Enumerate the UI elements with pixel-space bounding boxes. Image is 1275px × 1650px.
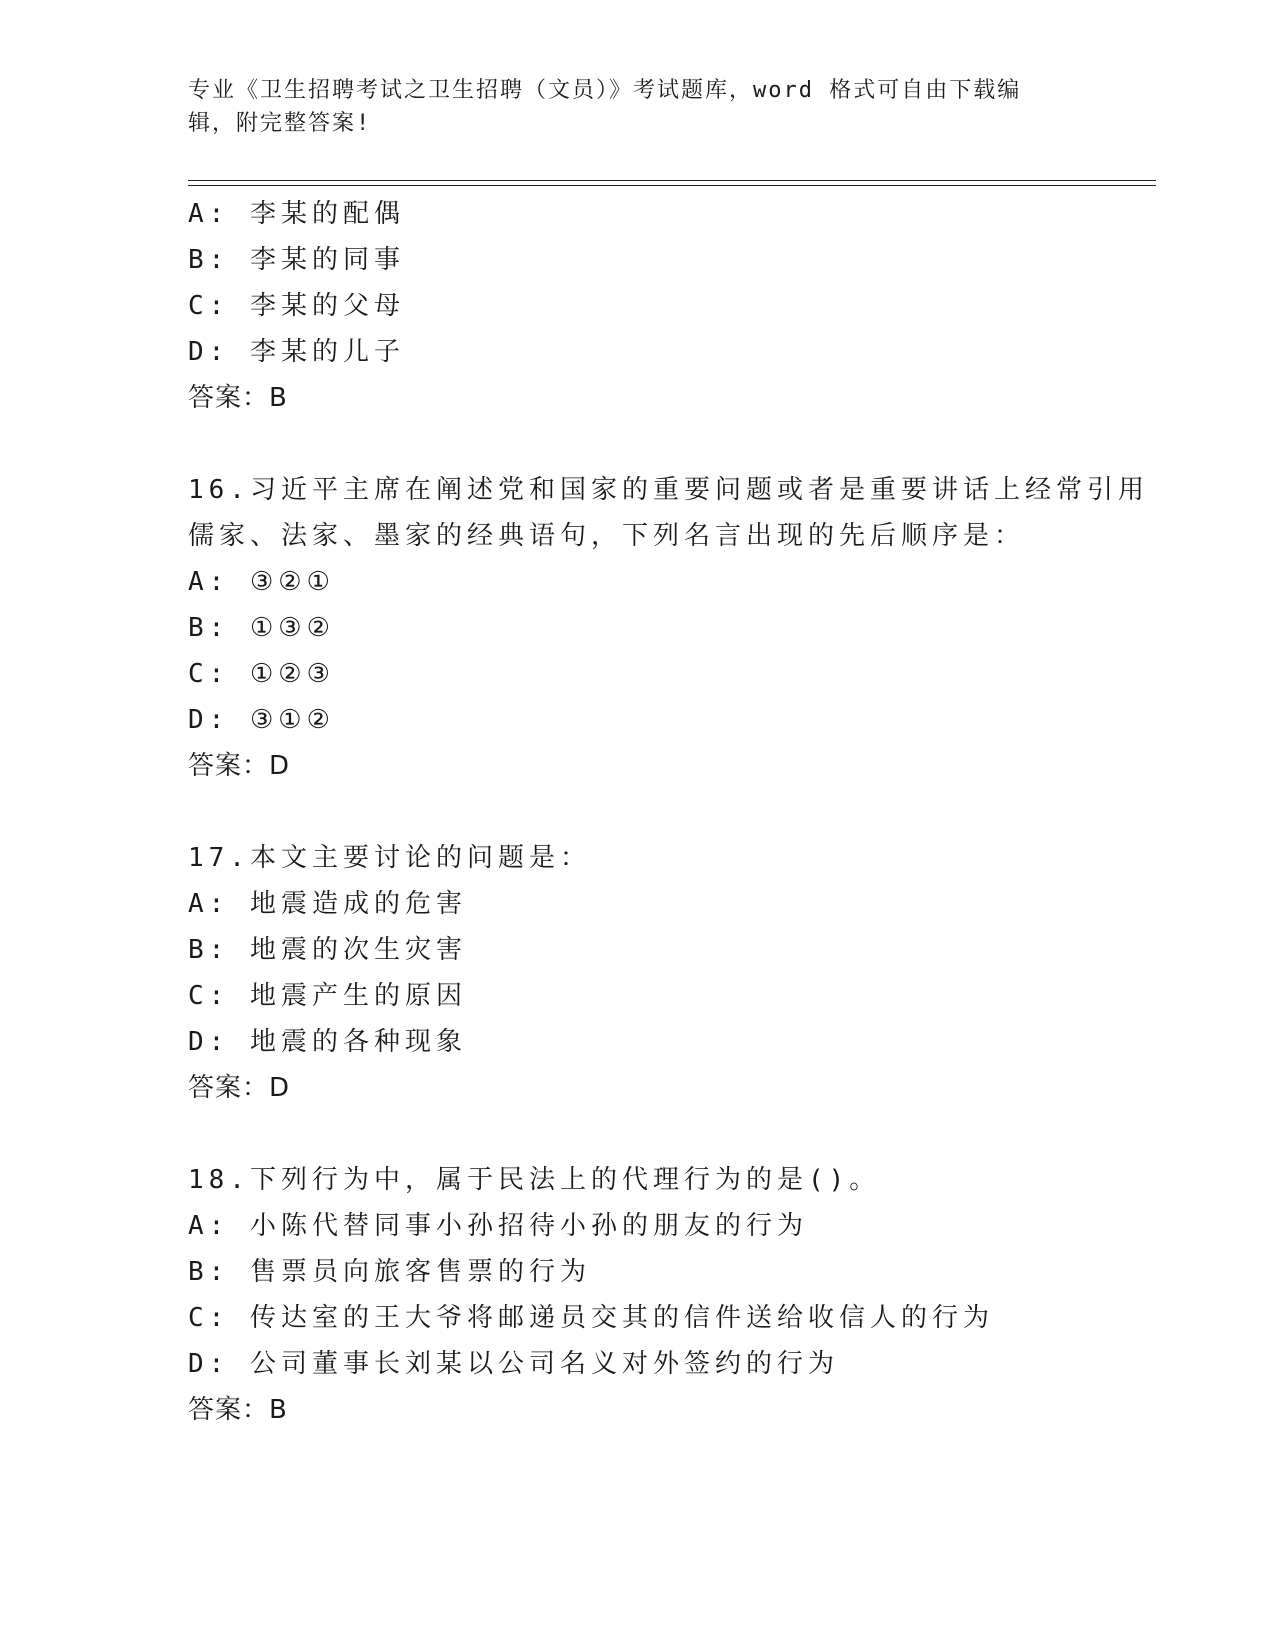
header-divider-top: [188, 180, 1156, 181]
option-c: C: 李某的父母: [188, 291, 405, 321]
option-d: D: 地震的各种现象: [188, 1027, 467, 1057]
answer: 答案：D: [188, 751, 291, 781]
option-b: B: 李某的同事: [188, 245, 405, 275]
spacer: [188, 421, 1148, 467]
header-divider-bottom: [188, 185, 1156, 186]
option-c: C: 传达室的王大爷将邮递员交其的信件送给收信人的行为: [188, 1303, 994, 1333]
option-b: B: 地震的次生灾害: [188, 935, 467, 965]
question-16: [188, 467, 1148, 789]
question-stem: 16.习近平主席在阐述党和国家的重要问题或者是重要讲话上经常引用: [188, 475, 1149, 505]
answer: 答案：B: [188, 1395, 288, 1425]
spacer: [188, 1111, 1148, 1157]
option-d: D: 公司董事长刘某以公司名义对外签约的行为: [188, 1349, 839, 1379]
question-stem: 17.本文主要讨论的问题是：: [188, 843, 591, 873]
option-c: C: ①②③: [188, 659, 335, 689]
answer: 答案：B: [188, 383, 288, 413]
option-b: B: 售票员向旅客售票的行为: [188, 1257, 591, 1287]
option-a: A: 李某的配偶: [188, 199, 405, 229]
answer: 答案：D: [188, 1073, 291, 1103]
option-a: A: 小陈代替同事小孙招待小孙的朋友的行为: [188, 1211, 808, 1241]
question-list: [188, 191, 1148, 1433]
question-18: [188, 1157, 1148, 1433]
option-b: B: ①③②: [188, 613, 335, 643]
option-a: A: 地震造成的危害: [188, 889, 467, 919]
option-d: D: ③①②: [188, 705, 335, 735]
option-c: C: 地震产生的原因: [188, 981, 467, 1011]
question-15: [188, 191, 1148, 421]
page-header: 专业《卫生招聘考试之卫生招聘（文员）》考试题库，word 格式可自由下载编辑，附完整答案!: [188, 78, 1022, 136]
option-d: D: 李某的儿子: [188, 337, 405, 367]
question-17: [188, 835, 1148, 1111]
option-a: A: ③②①: [188, 567, 335, 597]
spacer: [188, 789, 1148, 835]
question-stem: 18.下列行为中，属于民法上的代理行为的是()。: [188, 1165, 881, 1195]
question-stem-continued: 儒家、法家、墨家的经典语句，下列名言出现的先后顺序是：: [188, 521, 1026, 551]
